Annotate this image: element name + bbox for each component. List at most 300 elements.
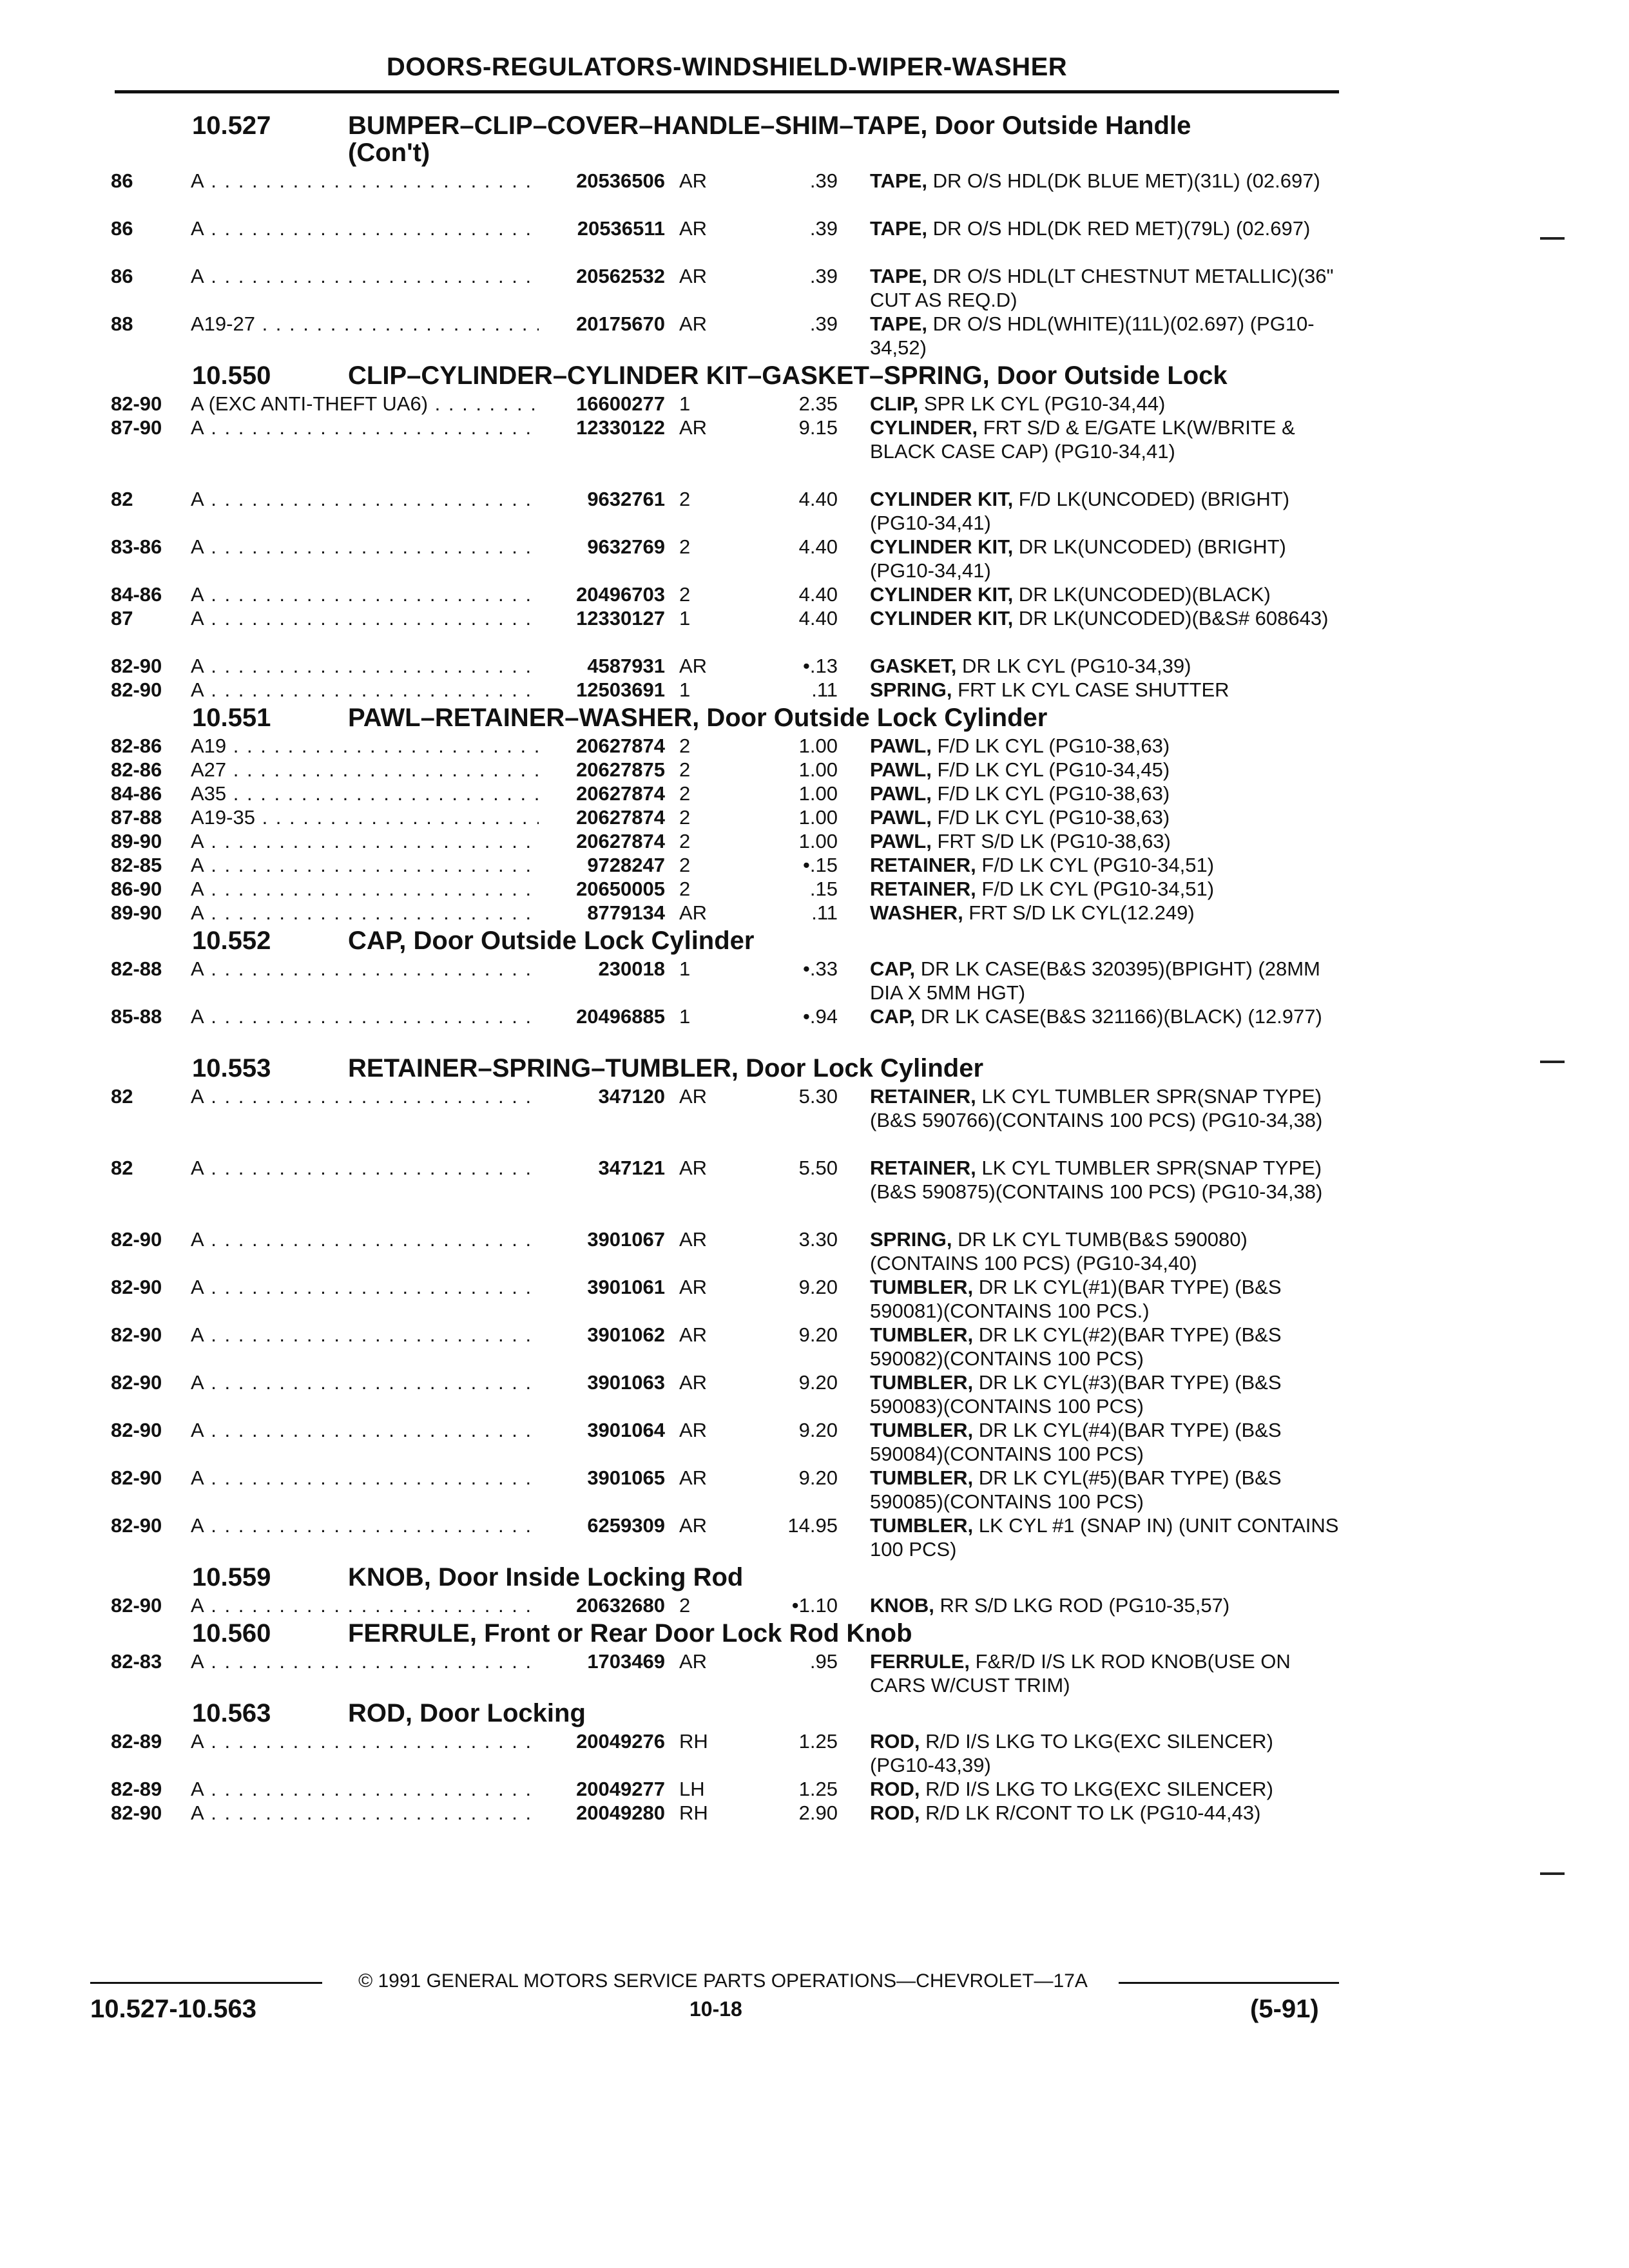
quantity: AR [679, 1650, 708, 1673]
part-name: TUMBLER, [870, 1466, 974, 1489]
part-row [0, 606, 1629, 654]
part-name: SPRING, [870, 1228, 952, 1251]
model-years: 87-88 [111, 806, 162, 829]
part-row [0, 829, 1629, 853]
section-number: 10.553 [192, 1054, 271, 1082]
section-heading [0, 360, 1629, 389]
price: 1.25 [798, 1730, 838, 1753]
model-years: 82-90 [111, 1594, 162, 1617]
section-number: 10.551 [192, 704, 271, 732]
part-description [870, 312, 1340, 360]
quantity: AR [679, 1371, 708, 1394]
part-row [0, 782, 1629, 805]
part-detail: DR LK CASE(B&S 320395)(BPIGHT) (28MM DIA X 5MM HGT) [870, 957, 1320, 1004]
model-code: A . . . [191, 264, 539, 288]
part-row [0, 877, 1629, 901]
price: •1.10 [791, 1594, 838, 1617]
part-detail: DR LK(UNCODED)(BLACK) [1013, 583, 1271, 606]
part-name: RETAINER, [870, 854, 976, 876]
quantity: RH [679, 1802, 708, 1824]
section-title: BUMPER–CLIP–COVER–HANDLE–SHIM–TAPE, Door Outside Handle (Con't) [348, 111, 1191, 167]
model-years: 85-88 [111, 1005, 162, 1028]
model-years: 82-88 [111, 957, 162, 980]
model-code: A . . . [191, 1466, 539, 1490]
price: .39 [809, 312, 838, 335]
quantity: AR [679, 1085, 708, 1108]
part-name: TUMBLER, [870, 1276, 974, 1298]
part-name: ROD, [870, 1730, 920, 1753]
quantity: 2 [679, 583, 691, 606]
quantity: AR [679, 655, 708, 677]
part-detail: DR LK CYL(#1)(BAR TYPE) (B&S 590081)(CONTAINS 100 PCS.) [870, 1276, 1282, 1322]
footer-copyright: © 1991 GENERAL MOTORS SERVICE PARTS OPERATIONS—CHEVROLET—17A [358, 1970, 1088, 1992]
price: 1.00 [798, 830, 838, 852]
part-name: TUMBLER, [870, 1323, 974, 1346]
part-detail: DR LK CASE(B&S 321166)(BLACK) (12.977) [915, 1005, 1322, 1028]
part-detail: F/D LK CYL (PG10-38,63) [931, 782, 1170, 805]
model-years: 82 [111, 1085, 133, 1108]
part-row [0, 805, 1629, 829]
model-code: A35 . . . [191, 782, 539, 805]
part-name: CYLINDER KIT, [870, 488, 1014, 510]
quantity: 2 [679, 535, 691, 558]
quantity: 2 [679, 782, 691, 805]
part-number: 9632769 [583, 535, 665, 559]
part-row [0, 312, 1629, 360]
quantity: AR [679, 416, 708, 439]
quantity: 2 [679, 1594, 691, 1617]
catalog-section [0, 702, 1629, 925]
part-row [0, 1466, 1629, 1514]
quantity: 1 [679, 1005, 691, 1028]
model-code: A19-27 . . . [191, 312, 539, 336]
price: .11 [811, 678, 838, 701]
catalog-section [0, 1561, 1629, 1617]
section-title: ROD, Door Locking [348, 1699, 586, 1727]
part-number: 20049280 [572, 1801, 665, 1825]
quantity: 2 [679, 830, 691, 852]
price: 1.00 [798, 806, 838, 829]
part-description [870, 169, 1340, 193]
quantity: 2 [679, 488, 691, 510]
footer-rule-right [1119, 1982, 1339, 1984]
part-name: PAWL, [870, 830, 932, 852]
quantity: AR [679, 1157, 708, 1179]
price: .95 [809, 1650, 838, 1673]
model-code: A . . . [191, 829, 539, 853]
model-years: 86 [111, 217, 133, 240]
part-detail: DR LK CYL(#5)(BAR TYPE) (B&S 590085)(CONTAINS 100 PCS) [870, 1466, 1282, 1513]
part-number: 347121 [595, 1156, 665, 1180]
model-years: 82-89 [111, 1778, 162, 1800]
model-code: A27 . . . [191, 758, 539, 782]
part-description [870, 582, 1340, 606]
part-name: FERRULE, [870, 1650, 970, 1673]
catalog-section [0, 1052, 1629, 1561]
price: 9.15 [798, 416, 838, 439]
quantity: 2 [679, 854, 691, 876]
part-number: 3901067 [583, 1227, 665, 1251]
model-years: 89-90 [111, 901, 162, 924]
price: 9.20 [798, 1371, 838, 1394]
catalog-section [0, 925, 1629, 1052]
part-number: 20562532 [572, 264, 665, 288]
part-detail: DR LK CYL(#4)(BAR TYPE) (B&S 590084)(CONTAINS 100 PCS) [870, 1419, 1282, 1465]
quantity: 2 [679, 735, 691, 757]
part-name: KNOB, [870, 1594, 934, 1617]
part-name: PAWL, [870, 735, 932, 757]
part-row [0, 734, 1629, 758]
section-heading [0, 110, 1629, 166]
model-code: A . . . [191, 957, 539, 981]
part-name: CYLINDER KIT, [870, 607, 1014, 629]
part-name: CYLINDER KIT, [870, 583, 1014, 606]
part-description [870, 678, 1340, 702]
part-number: 230018 [595, 957, 665, 981]
section-heading [0, 702, 1629, 731]
model-code: A . . . [191, 1370, 539, 1394]
part-row [0, 1227, 1629, 1275]
part-detail: R/D I/S LKG TO LKG(EXC SILENCER) (PG10-43,39) [870, 1730, 1273, 1776]
part-row [0, 1275, 1629, 1323]
part-name: GASKET, [870, 655, 957, 677]
part-number: 9728247 [583, 853, 665, 877]
part-detail: F/D LK CYL (PG10-38,63) [931, 806, 1170, 829]
part-name: PAWL, [870, 782, 932, 805]
header-rule [115, 90, 1339, 93]
part-name: TAPE, [870, 169, 927, 192]
part-description [870, 1084, 1340, 1132]
section-title: FERRULE, Front or Rear Door Lock Rod Knob [348, 1619, 912, 1648]
part-detail: DR O/S HDL(LT CHESTNUT METALLIC)(36" CUT AS REQ.D) [870, 265, 1334, 311]
part-name: SPRING, [870, 678, 952, 701]
model-years: 82-83 [111, 1650, 162, 1673]
part-row [0, 853, 1629, 877]
footer-range: 10.527-10.563 [90, 1995, 257, 2023]
part-detail: F/D LK CYL (PG10-34,45) [931, 758, 1170, 781]
section-title: RETAINER–SPRING–TUMBLER, Door Lock Cylinder [348, 1054, 984, 1082]
model-code: A (EXC ANTI-THEFT UA6) . . . [191, 392, 539, 416]
model-code: A . . . [191, 678, 539, 702]
model-years: 88 [111, 312, 133, 335]
part-number: 1703469 [583, 1649, 665, 1673]
model-code: A . . . [191, 877, 539, 901]
quantity: AR [679, 901, 708, 924]
part-description [870, 416, 1340, 463]
model-code: A . . . [191, 1084, 539, 1108]
price: .15 [809, 878, 838, 900]
part-description [870, 1418, 1340, 1466]
part-name: WASHER, [870, 901, 963, 924]
part-row [0, 1156, 1629, 1227]
price: 9.20 [798, 1419, 838, 1441]
part-number: 12330127 [572, 606, 665, 630]
part-detail: FRT S/D LK (PG10-38,63) [931, 830, 1171, 852]
part-number: 347120 [595, 1084, 665, 1108]
part-row [0, 1323, 1629, 1370]
part-number: 3901063 [583, 1370, 665, 1394]
model-years: 82-90 [111, 1276, 162, 1298]
part-row [0, 1370, 1629, 1418]
model-code: A19 . . . [191, 734, 539, 758]
part-detail: DR LK CYL TUMB(B&S 590080) (CONTAINS 100 PCS) (PG10-34,40) [870, 1228, 1248, 1274]
part-number: 20632680 [572, 1593, 665, 1617]
part-number: 20536506 [572, 169, 665, 193]
part-row [0, 1514, 1629, 1561]
part-description [870, 758, 1340, 782]
model-code: A . . . [191, 1729, 539, 1753]
part-name: ROD, [870, 1802, 920, 1824]
part-number: 20627875 [572, 758, 665, 782]
part-number: 6259309 [583, 1514, 665, 1537]
part-description [870, 1593, 1340, 1617]
price: •.94 [803, 1005, 838, 1028]
part-description [870, 829, 1340, 853]
part-detail: DR LK(UNCODED) (BRIGHT) (PG10-34,41) [870, 535, 1286, 582]
part-number: 20627874 [572, 829, 665, 853]
quantity: 1 [679, 607, 691, 629]
quantity: 2 [679, 806, 691, 829]
model-years: 86 [111, 169, 133, 192]
part-detail: DR O/S HDL(DK BLUE MET)(31L) (02.697) [927, 169, 1320, 192]
part-number: 3901064 [583, 1418, 665, 1442]
part-row [0, 1593, 1629, 1617]
part-row [0, 957, 1629, 1004]
part-detail: LK CYL TUMBLER SPR(SNAP TYPE)(B&S 590875)(CONTAINS 100 PCS) (PG10-34,38) [870, 1157, 1323, 1203]
part-detail: DR LK CYL(#2)(BAR TYPE) (B&S 590082)(CONTAINS 100 PCS) [870, 1323, 1282, 1370]
quantity: AR [679, 169, 708, 192]
part-row [0, 1729, 1629, 1777]
price: 2.90 [798, 1802, 838, 1824]
model-years: 87 [111, 607, 133, 629]
part-row [0, 1777, 1629, 1801]
price: 9.20 [798, 1323, 838, 1346]
part-detail: F/D LK CYL (PG10-38,63) [931, 735, 1170, 757]
price: 2.35 [798, 392, 838, 415]
model-years: 82-90 [111, 392, 162, 415]
part-number: 16600277 [572, 392, 665, 416]
section-heading [0, 1052, 1629, 1082]
page-header: DOORS-REGULATORS-WINDSHIELD-WIPER-WASHER [386, 53, 1068, 81]
part-number: 20496885 [572, 1004, 665, 1028]
part-description [870, 392, 1340, 416]
part-detail: SPR LK CYL (PG10-34,44) [918, 392, 1166, 415]
model-code: A . . . [191, 1418, 539, 1442]
footer-page-number: 10-18 [689, 1997, 742, 2021]
part-description [870, 1323, 1340, 1370]
part-description [870, 1514, 1340, 1561]
part-row [0, 264, 1629, 312]
quantity: AR [679, 1514, 708, 1537]
part-row [0, 535, 1629, 582]
section-title: CLIP–CYLINDER–CYLINDER KIT–GASKET–SPRING, Door Outside Lock [348, 361, 1228, 390]
section-title: PAWL–RETAINER–WASHER, Door Outside Lock Cylinder [348, 704, 1048, 732]
model-years: 84-86 [111, 782, 162, 805]
part-number: 3901065 [583, 1466, 665, 1490]
part-number: 20049276 [572, 1729, 665, 1753]
part-detail: F/D LK CYL (PG10-34,51) [976, 878, 1215, 900]
part-detail: FRT S/D & E/GATE LK(W/BRITE & BLACK CASE CAP) (PG10-34,41) [870, 416, 1295, 463]
part-description [870, 216, 1340, 240]
part-number: 8779134 [583, 901, 665, 925]
part-detail: FRT LK CYL CASE SHUTTER [952, 678, 1229, 701]
part-description [870, 654, 1340, 678]
quantity: AR [679, 265, 708, 287]
part-number: 3901061 [583, 1275, 665, 1299]
section-number: 10.527 [192, 111, 271, 140]
model-years: 86-90 [111, 878, 162, 900]
part-description [870, 805, 1340, 829]
model-code: A . . . [191, 1514, 539, 1537]
part-row [0, 1418, 1629, 1466]
part-number: 20627874 [572, 805, 665, 829]
model-code: A19-35 . . . [191, 805, 539, 829]
part-number: 20627874 [572, 782, 665, 805]
catalog-section [0, 1697, 1629, 1825]
section-heading [0, 1697, 1629, 1727]
edge-mark [1540, 1061, 1565, 1063]
model-code: A . . . [191, 582, 539, 606]
part-description [870, 782, 1340, 805]
model-years: 89-90 [111, 830, 162, 852]
quantity: AR [679, 1228, 708, 1251]
price: .39 [809, 169, 838, 192]
part-detail: DR LK CYL(#3)(BAR TYPE) (B&S 590083)(CONTAINS 100 PCS) [870, 1371, 1282, 1418]
part-row [0, 901, 1629, 925]
model-code: A . . . [191, 1593, 539, 1617]
part-name: CYLINDER KIT, [870, 535, 1014, 558]
part-description [870, 1777, 1340, 1801]
price: 1.25 [798, 1778, 838, 1800]
price: 4.40 [798, 583, 838, 606]
part-description [870, 1156, 1340, 1204]
part-row [0, 392, 1629, 416]
part-description [870, 264, 1340, 312]
part-name: PAWL, [870, 806, 932, 829]
model-years: 82-90 [111, 1419, 162, 1441]
part-description [870, 1227, 1340, 1275]
price: 5.30 [798, 1085, 838, 1108]
catalog-section [0, 1617, 1629, 1697]
quantity: AR [679, 1276, 708, 1298]
part-name: TUMBLER, [870, 1514, 974, 1537]
footer-rule-left [90, 1982, 322, 1984]
part-description [870, 957, 1340, 1004]
model-years: 82-90 [111, 1323, 162, 1346]
parts-catalog [0, 110, 1629, 1825]
part-detail: LK CYL TUMBLER SPR(SNAP TYPE)(B&S 590766)(CONTAINS 100 PCS) (PG10-34,38) [870, 1085, 1323, 1131]
price: 4.40 [798, 488, 838, 510]
part-detail: DR O/S HDL(WHITE)(11L)(02.697) (PG10-34,52) [870, 312, 1315, 359]
part-detail: F&R/D I/S LK ROD KNOB(USE ON CARS W/CUST TRIM) [870, 1650, 1291, 1696]
part-description [870, 1466, 1340, 1514]
part-row [0, 758, 1629, 782]
part-description [870, 487, 1340, 535]
part-row [0, 416, 1629, 487]
quantity: 1 [679, 678, 691, 701]
part-row [0, 1004, 1629, 1052]
part-name: CLIP, [870, 392, 919, 415]
model-code: A . . . [191, 606, 539, 630]
section-number: 10.552 [192, 927, 271, 955]
part-description [870, 535, 1340, 582]
model-code: A . . . [191, 1227, 539, 1251]
part-detail: R/D LK R/CONT TO LK (PG10-44,43) [920, 1802, 1261, 1824]
price: 14.95 [787, 1514, 838, 1537]
model-code: A . . . [191, 216, 539, 240]
part-detail: F/D LK(UNCODED) (BRIGHT) (PG10-34,41) [870, 488, 1290, 534]
model-years: 82-90 [111, 1466, 162, 1489]
part-row [0, 654, 1629, 678]
part-number: 20049277 [572, 1777, 665, 1801]
model-years: 82-86 [111, 758, 162, 781]
section-heading [0, 1561, 1629, 1591]
part-description [870, 734, 1340, 758]
price: •.13 [803, 655, 838, 677]
price: 5.50 [798, 1157, 838, 1179]
model-years: 82-89 [111, 1730, 162, 1753]
model-years: 82-90 [111, 1802, 162, 1824]
price: •.15 [803, 854, 838, 876]
section-heading [0, 1617, 1629, 1647]
model-code: A . . . [191, 1649, 539, 1673]
section-heading [0, 925, 1629, 954]
part-row [0, 678, 1629, 702]
section-number: 10.550 [192, 361, 271, 390]
part-name: TAPE, [870, 217, 927, 240]
edge-mark [1540, 1872, 1565, 1875]
quantity: RH [679, 1730, 708, 1753]
edge-mark [1540, 237, 1565, 240]
part-description [870, 877, 1340, 901]
quantity: 1 [679, 957, 691, 980]
part-description [870, 606, 1340, 630]
model-years: 82-90 [111, 1514, 162, 1537]
quantity: LH [679, 1778, 705, 1800]
part-number: 12503691 [572, 678, 665, 702]
price: .39 [809, 217, 838, 240]
part-number: 20536511 [574, 216, 665, 240]
model-code: A . . . [191, 1004, 539, 1028]
part-name: RETAINER, [870, 1157, 976, 1179]
price: 4.40 [798, 607, 838, 629]
price: .11 [811, 901, 838, 924]
model-years: 82-90 [111, 655, 162, 677]
model-years: 82 [111, 488, 133, 510]
part-detail: RR S/D LKG ROD (PG10-35,57) [934, 1594, 1230, 1617]
model-years: 82-86 [111, 735, 162, 757]
catalog-section [0, 360, 1629, 702]
model-code: A . . . [191, 416, 539, 439]
price: 9.20 [798, 1276, 838, 1298]
part-name: PAWL, [870, 758, 932, 781]
model-code: A . . . [191, 535, 539, 559]
quantity: AR [679, 1419, 708, 1441]
part-name: TUMBLER, [870, 1419, 974, 1441]
model-code: A . . . [191, 487, 539, 511]
part-name: TAPE, [870, 265, 927, 287]
part-description [870, 1275, 1340, 1323]
part-row [0, 169, 1629, 216]
model-years: 82-90 [111, 678, 162, 701]
part-row [0, 216, 1629, 264]
quantity: AR [679, 312, 708, 335]
model-years: 82-90 [111, 1371, 162, 1394]
section-title: KNOB, Door Inside Locking Rod [348, 1563, 744, 1591]
price: 9.20 [798, 1466, 838, 1489]
part-number: 12330122 [572, 416, 665, 439]
model-years: 83-86 [111, 535, 162, 558]
